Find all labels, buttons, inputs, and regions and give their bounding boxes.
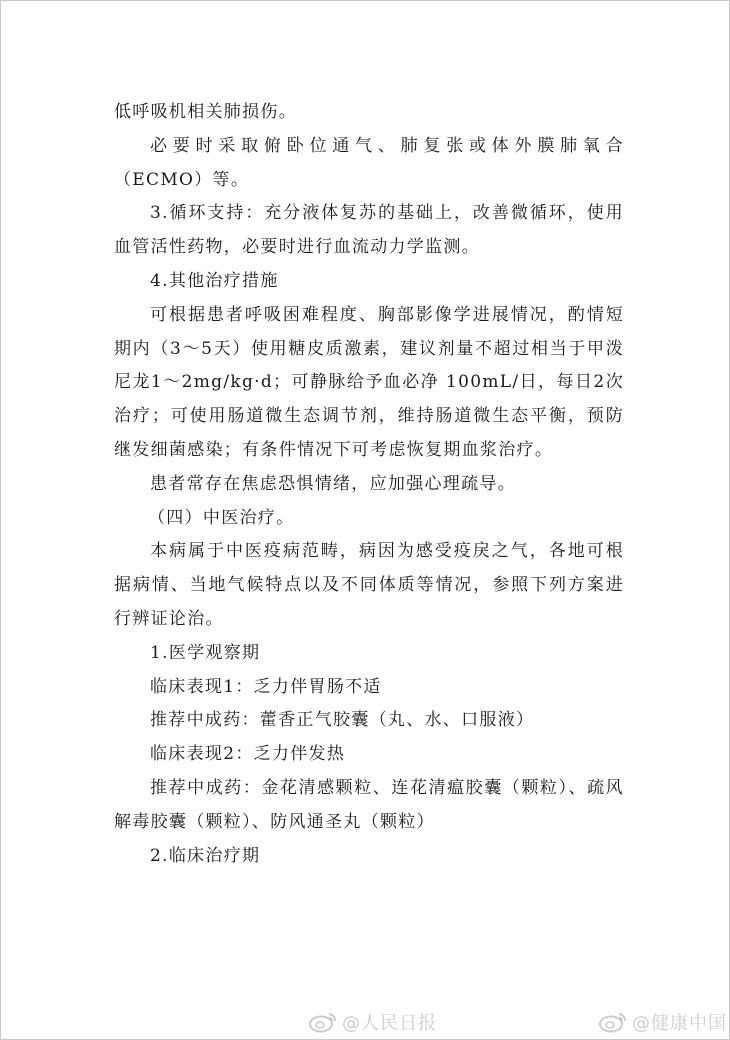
weibo-icon: [308, 1011, 338, 1033]
section-heading: 2.临床治疗期: [150, 845, 261, 866]
section-heading: 1.医学观察期: [150, 642, 261, 663]
paragraph: 可根据患者呼吸困难程度、胸部影像学进展情况，酌情短期内（3～5天）使用糖皮质激素，建议剂量不超过相当于甲泼尼龙1～2mg/kg·d；可静脉给予血必净 100mL/日，每日2次治疗；可使用肠道微生态调节剂，维持肠道微生态平衡，预防继发细菌感染；有条件情况下可考虑恢复期血浆治疗。: [114, 304, 624, 460]
document-page: [114, 96, 624, 873]
paragraph: 推荐中成药：藿香正气胶囊（丸、水、口服液）: [150, 710, 535, 731]
paragraph: 本病属于中医疫病范畴，病因为感受疫戾之气，各地可根据病情、当地气候特点以及不同体质等情况，参照下列方案进行辨证论治。: [114, 541, 624, 629]
paragraph: 推荐中成药：金花清感颗粒、连花清瘟胶囊（颗粒）、疏风解毒胶囊（颗粒）、防风通圣丸（颗粒）: [114, 777, 624, 832]
paragraph: 低呼吸机相关肺损伤。: [114, 102, 297, 122]
watermark-text: @健康中国: [632, 1013, 727, 1034]
paragraph: 3.循环支持：充分液体复苏的基础上，改善微循环，使用血管活性药物，必要时进行血流动力学监测。: [114, 203, 624, 258]
weibo-icon: [598, 1011, 628, 1033]
paragraph: 必要时采取俯卧位通气、肺复张或体外膜肺氧合（ECMO）等。: [114, 135, 624, 190]
watermark-healthy-china: [598, 1010, 727, 1034]
paragraph: 临床表现1：乏力伴胃肠不适: [150, 676, 382, 697]
paragraph: 临床表现2：乏力伴发热: [150, 744, 346, 765]
section-heading: 4.其他治疗措施: [150, 270, 279, 291]
watermark-people-daily: [308, 1010, 437, 1034]
section-heading: （四）中医治疗。: [148, 507, 295, 528]
paragraph: 患者常存在焦虑恐惧情绪，应加强心理疏导。: [150, 473, 516, 494]
watermark-text: @人民日报: [342, 1013, 437, 1034]
